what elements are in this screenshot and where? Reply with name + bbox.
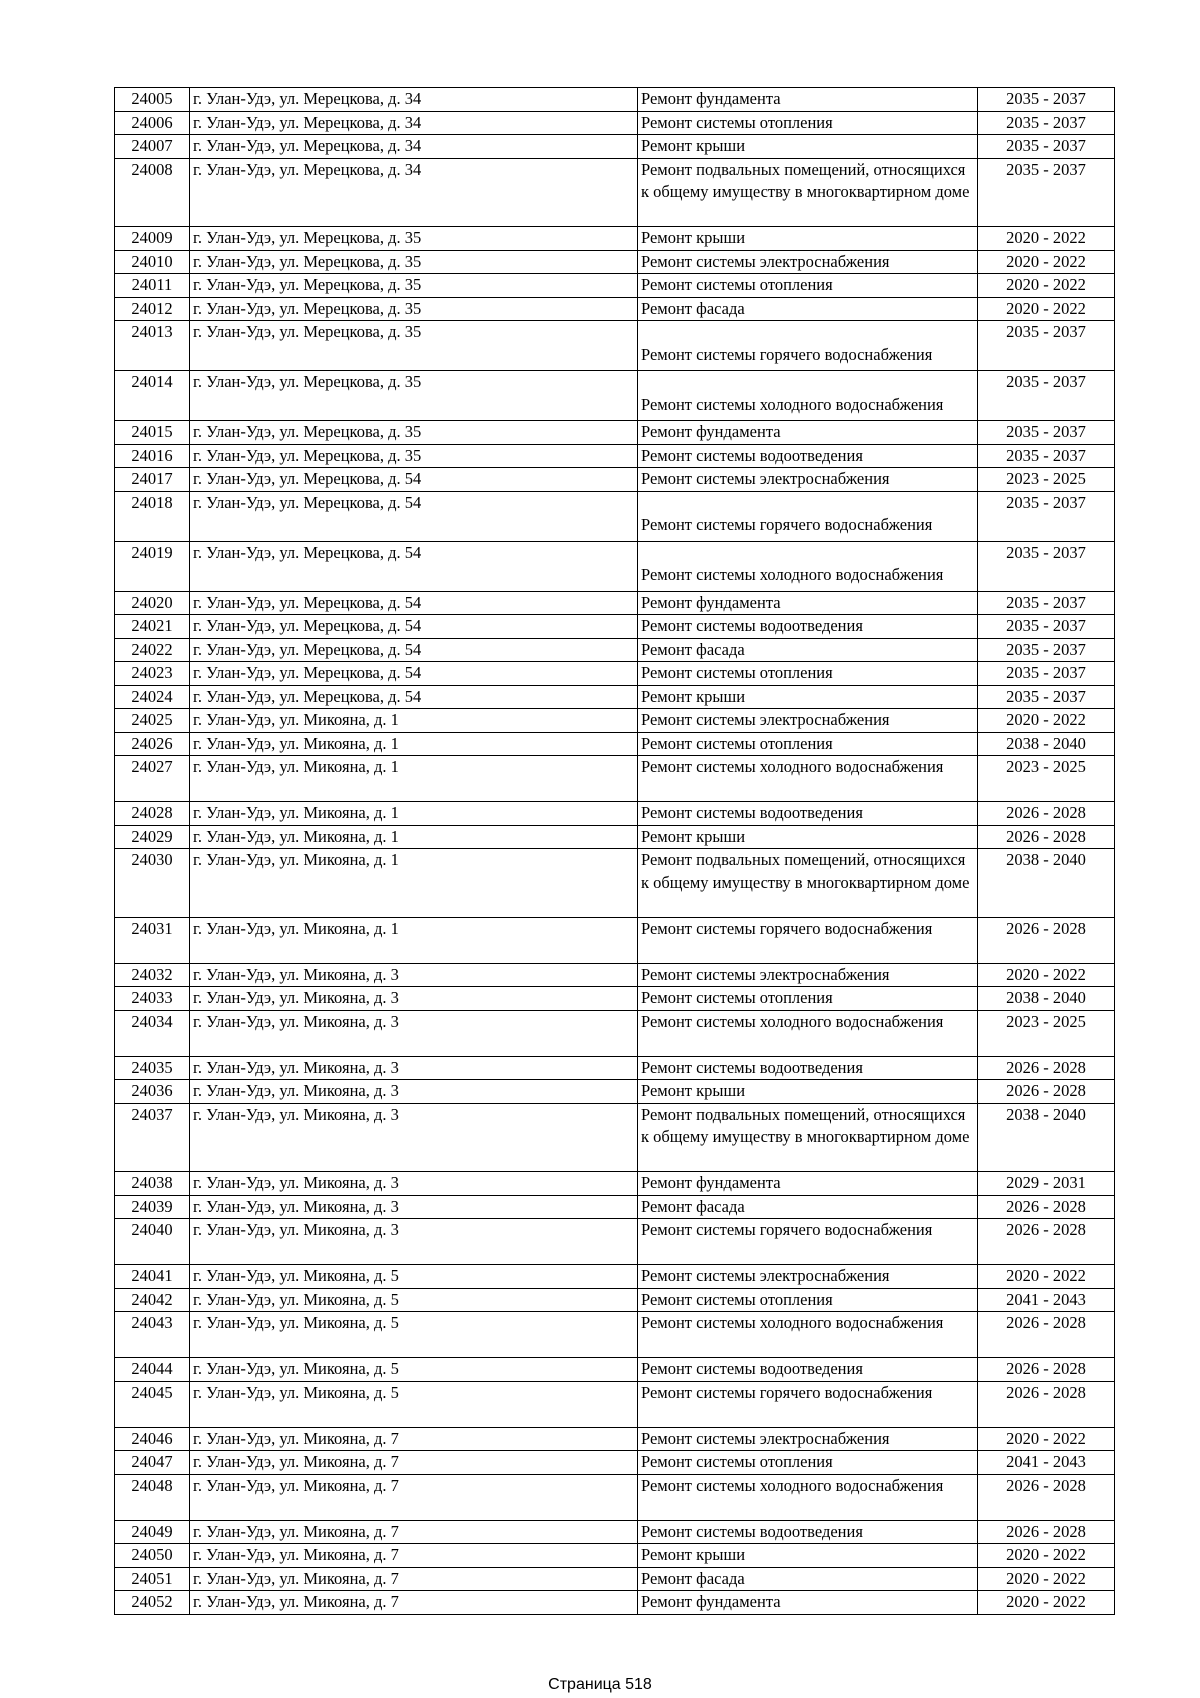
row-number-cell: 24030 xyxy=(115,849,190,918)
address-cell: г. Улан-Удэ, ул. Микояна, д. 3 xyxy=(190,1056,638,1080)
period-cell: 2020 - 2022 xyxy=(978,297,1115,321)
table-row xyxy=(115,158,1115,227)
address-cell: г. Улан-Удэ, ул. Микояна, д. 3 xyxy=(190,1010,638,1056)
work-type-cell: Ремонт системы отопления xyxy=(638,1451,978,1475)
table-row xyxy=(115,135,1115,159)
row-number-cell: 24044 xyxy=(115,1358,190,1382)
address-cell: г. Улан-Удэ, ул. Мерецкова, д. 54 xyxy=(190,491,638,541)
row-number-cell: 24015 xyxy=(115,421,190,445)
row-number-cell: 24016 xyxy=(115,444,190,468)
work-type-cell: Ремонт системы электроснабжения xyxy=(638,468,978,492)
address-cell: г. Улан-Удэ, ул. Мерецкова, д. 34 xyxy=(190,88,638,112)
row-number-cell: 24028 xyxy=(115,802,190,826)
table-row xyxy=(115,1381,1115,1427)
row-number-cell: 24009 xyxy=(115,227,190,251)
row-number-cell: 24045 xyxy=(115,1381,190,1427)
work-type-cell: Ремонт системы холодного водоснабжения xyxy=(638,756,978,802)
row-number-cell: 24012 xyxy=(115,297,190,321)
address-cell: г. Улан-Удэ, ул. Микояна, д. 5 xyxy=(190,1265,638,1289)
work-type-cell: Ремонт подвальных помещений, относящихся к общему имуществу в многоквартирном доме xyxy=(638,158,978,227)
address-cell: г. Улан-Удэ, ул. Микояна, д. 7 xyxy=(190,1474,638,1520)
work-type-cell: Ремонт системы отопления xyxy=(638,662,978,686)
work-type-cell: Ремонт системы электроснабжения xyxy=(638,1427,978,1451)
work-type-cell: Ремонт фундамента xyxy=(638,1172,978,1196)
table-body xyxy=(115,88,1115,1615)
work-type-cell: Ремонт системы водоотведения xyxy=(638,1358,978,1382)
work-type-cell: Ремонт крыши xyxy=(638,1080,978,1104)
row-number-cell: 24013 xyxy=(115,321,190,371)
period-cell: 2026 - 2028 xyxy=(978,1312,1115,1358)
address-cell: г. Улан-Удэ, ул. Микояна, д. 7 xyxy=(190,1591,638,1615)
table-row xyxy=(115,591,1115,615)
work-type-cell: Ремонт системы электроснабжения xyxy=(638,250,978,274)
row-number-cell: 24041 xyxy=(115,1265,190,1289)
work-type-cell: Ремонт фасада xyxy=(638,297,978,321)
address-cell: г. Улан-Удэ, ул. Мерецкова, д. 35 xyxy=(190,297,638,321)
row-number-cell: 24037 xyxy=(115,1103,190,1172)
address-cell: г. Улан-Удэ, ул. Микояна, д. 5 xyxy=(190,1288,638,1312)
period-cell: 2026 - 2028 xyxy=(978,1474,1115,1520)
table-row xyxy=(115,1451,1115,1475)
row-number-cell: 24049 xyxy=(115,1520,190,1544)
table-row xyxy=(115,1080,1115,1104)
work-type-cell: Ремонт системы отопления xyxy=(638,111,978,135)
period-cell: 2020 - 2022 xyxy=(978,1567,1115,1591)
work-type-cell: Ремонт системы горячего водоснабжения xyxy=(638,321,978,371)
period-cell: 2020 - 2022 xyxy=(978,1544,1115,1568)
period-cell: 2023 - 2025 xyxy=(978,1010,1115,1056)
row-number-cell: 24011 xyxy=(115,274,190,298)
row-number-cell: 24024 xyxy=(115,685,190,709)
row-number-cell: 24021 xyxy=(115,615,190,639)
address-cell: г. Улан-Удэ, ул. Микояна, д. 1 xyxy=(190,825,638,849)
table-row xyxy=(115,987,1115,1011)
work-type-cell: Ремонт подвальных помещений, относящихся к общему имуществу в многоквартирном доме xyxy=(638,849,978,918)
table-row xyxy=(115,849,1115,918)
period-cell: 2038 - 2040 xyxy=(978,987,1115,1011)
table-row xyxy=(115,1567,1115,1591)
period-cell: 2026 - 2028 xyxy=(978,1219,1115,1265)
address-cell: г. Улан-Удэ, ул. Мерецкова, д. 54 xyxy=(190,591,638,615)
period-cell: 2035 - 2037 xyxy=(978,88,1115,112)
work-type-cell: Ремонт системы горячего водоснабжения xyxy=(638,1381,978,1427)
address-cell: г. Улан-Удэ, ул. Мерецкова, д. 34 xyxy=(190,135,638,159)
table-row xyxy=(115,638,1115,662)
row-number-cell: 24046 xyxy=(115,1427,190,1451)
row-number-cell: 24029 xyxy=(115,825,190,849)
work-type-cell: Ремонт системы водоотведения xyxy=(638,1520,978,1544)
address-cell: г. Улан-Удэ, ул. Микояна, д. 3 xyxy=(190,963,638,987)
table-row xyxy=(115,1520,1115,1544)
address-cell: г. Улан-Удэ, ул. Микояна, д. 7 xyxy=(190,1520,638,1544)
table-row xyxy=(115,1591,1115,1615)
address-cell: г. Улан-Удэ, ул. Мерецкова, д. 35 xyxy=(190,250,638,274)
period-cell: 2029 - 2031 xyxy=(978,1172,1115,1196)
period-cell: 2035 - 2037 xyxy=(978,615,1115,639)
work-type-cell: Ремонт системы горячего водоснабжения xyxy=(638,1219,978,1265)
work-type-cell: Ремонт системы водоотведения xyxy=(638,1056,978,1080)
table-row xyxy=(115,88,1115,112)
address-cell: г. Улан-Удэ, ул. Микояна, д. 3 xyxy=(190,987,638,1011)
table-row xyxy=(115,1265,1115,1289)
address-cell: г. Улан-Удэ, ул. Микояна, д. 3 xyxy=(190,1172,638,1196)
table-row xyxy=(115,227,1115,251)
row-number-cell: 24031 xyxy=(115,917,190,963)
work-type-cell: Ремонт фасада xyxy=(638,1195,978,1219)
row-number-cell: 24036 xyxy=(115,1080,190,1104)
work-type-cell: Ремонт подвальных помещений, относящихся к общему имуществу в многоквартирном доме xyxy=(638,1103,978,1172)
row-number-cell: 24025 xyxy=(115,709,190,733)
address-cell: г. Улан-Удэ, ул. Мерецкова, д. 34 xyxy=(190,158,638,227)
period-cell: 2020 - 2022 xyxy=(978,227,1115,251)
address-cell: г. Улан-Удэ, ул. Мерецкова, д. 54 xyxy=(190,468,638,492)
address-cell: г. Улан-Удэ, ул. Микояна, д. 7 xyxy=(190,1544,638,1568)
row-number-cell: 24007 xyxy=(115,135,190,159)
table-row xyxy=(115,444,1115,468)
period-cell: 2026 - 2028 xyxy=(978,825,1115,849)
address-cell: г. Улан-Удэ, ул. Мерецкова, д. 35 xyxy=(190,321,638,371)
period-cell: 2035 - 2037 xyxy=(978,321,1115,371)
work-type-cell: Ремонт системы холодного водоснабжения xyxy=(638,1312,978,1358)
address-cell: г. Улан-Удэ, ул. Микояна, д. 1 xyxy=(190,917,638,963)
row-number-cell: 24019 xyxy=(115,541,190,591)
period-cell: 2035 - 2037 xyxy=(978,421,1115,445)
work-type-cell: Ремонт системы водоотведения xyxy=(638,802,978,826)
work-type-cell: Ремонт системы холодного водоснабжения xyxy=(638,1010,978,1056)
address-cell: г. Улан-Удэ, ул. Мерецкова, д. 54 xyxy=(190,615,638,639)
period-cell: 2026 - 2028 xyxy=(978,1080,1115,1104)
work-type-cell: Ремонт фундамента xyxy=(638,1591,978,1615)
work-type-cell: Ремонт системы отопления xyxy=(638,274,978,298)
period-cell: 2026 - 2028 xyxy=(978,917,1115,963)
table-row xyxy=(115,709,1115,733)
period-cell: 2035 - 2037 xyxy=(978,591,1115,615)
work-type-cell: Ремонт системы электроснабжения xyxy=(638,1265,978,1289)
row-number-cell: 24026 xyxy=(115,732,190,756)
address-cell: г. Улан-Удэ, ул. Микояна, д. 1 xyxy=(190,732,638,756)
period-cell: 2026 - 2028 xyxy=(978,1520,1115,1544)
table-row xyxy=(115,491,1115,541)
work-type-cell: Ремонт крыши xyxy=(638,685,978,709)
period-cell: 2035 - 2037 xyxy=(978,491,1115,541)
address-cell: г. Улан-Удэ, ул. Мерецкова, д. 34 xyxy=(190,111,638,135)
work-type-cell: Ремонт крыши xyxy=(638,825,978,849)
period-cell: 2026 - 2028 xyxy=(978,1056,1115,1080)
period-cell: 2038 - 2040 xyxy=(978,732,1115,756)
address-cell: г. Улан-Удэ, ул. Микояна, д. 3 xyxy=(190,1219,638,1265)
address-cell: г. Улан-Удэ, ул. Мерецкова, д. 54 xyxy=(190,685,638,709)
work-type-cell: Ремонт системы холодного водоснабжения xyxy=(638,1474,978,1520)
table-row xyxy=(115,541,1115,591)
row-number-cell: 24022 xyxy=(115,638,190,662)
table-row xyxy=(115,662,1115,686)
row-number-cell: 24006 xyxy=(115,111,190,135)
row-number-cell: 24020 xyxy=(115,591,190,615)
table-row xyxy=(115,274,1115,298)
period-cell: 2026 - 2028 xyxy=(978,1358,1115,1382)
address-cell: г. Улан-Удэ, ул. Микояна, д. 1 xyxy=(190,756,638,802)
row-number-cell: 24038 xyxy=(115,1172,190,1196)
period-cell: 2020 - 2022 xyxy=(978,963,1115,987)
table-row xyxy=(115,1195,1115,1219)
table-row xyxy=(115,802,1115,826)
address-cell: г. Улан-Удэ, ул. Микояна, д. 1 xyxy=(190,802,638,826)
period-cell: 2035 - 2037 xyxy=(978,371,1115,421)
repair-schedule-table xyxy=(114,87,1115,1615)
work-type-cell: Ремонт системы отопления xyxy=(638,732,978,756)
work-type-cell: Ремонт фундамента xyxy=(638,88,978,112)
period-cell: 2038 - 2040 xyxy=(978,849,1115,918)
row-number-cell: 24040 xyxy=(115,1219,190,1265)
period-cell: 2035 - 2037 xyxy=(978,685,1115,709)
period-cell: 2035 - 2037 xyxy=(978,111,1115,135)
table-row xyxy=(115,1172,1115,1196)
table-row xyxy=(115,250,1115,274)
table-row xyxy=(115,1544,1115,1568)
address-cell: г. Улан-Удэ, ул. Микояна, д. 5 xyxy=(190,1381,638,1427)
address-cell: г. Улан-Удэ, ул. Микояна, д. 3 xyxy=(190,1103,638,1172)
work-type-cell: Ремонт фундамента xyxy=(638,421,978,445)
table-row xyxy=(115,371,1115,421)
address-cell: г. Улан-Удэ, ул. Микояна, д. 1 xyxy=(190,849,638,918)
address-cell: г. Улан-Удэ, ул. Мерецкова, д. 35 xyxy=(190,371,638,421)
table-row xyxy=(115,825,1115,849)
work-type-cell: Ремонт фундамента xyxy=(638,591,978,615)
row-number-cell: 24047 xyxy=(115,1451,190,1475)
row-number-cell: 24048 xyxy=(115,1474,190,1520)
address-cell: г. Улан-Удэ, ул. Микояна, д. 7 xyxy=(190,1427,638,1451)
period-cell: 2026 - 2028 xyxy=(978,802,1115,826)
address-cell: г. Улан-Удэ, ул. Микояна, д. 5 xyxy=(190,1358,638,1382)
period-cell: 2035 - 2037 xyxy=(978,638,1115,662)
address-cell: г. Улан-Удэ, ул. Мерецкова, д. 54 xyxy=(190,662,638,686)
row-number-cell: 24052 xyxy=(115,1591,190,1615)
work-type-cell: Ремонт системы водоотведения xyxy=(638,444,978,468)
table-row xyxy=(115,1010,1115,1056)
row-number-cell: 24023 xyxy=(115,662,190,686)
address-cell: г. Улан-Удэ, ул. Микояна, д. 3 xyxy=(190,1195,638,1219)
row-number-cell: 24035 xyxy=(115,1056,190,1080)
table-row xyxy=(115,685,1115,709)
row-number-cell: 24051 xyxy=(115,1567,190,1591)
table-row xyxy=(115,1312,1115,1358)
work-type-cell: Ремонт крыши xyxy=(638,135,978,159)
row-number-cell: 24050 xyxy=(115,1544,190,1568)
table-row xyxy=(115,963,1115,987)
table-row xyxy=(115,615,1115,639)
table-row xyxy=(115,297,1115,321)
period-cell: 2041 - 2043 xyxy=(978,1451,1115,1475)
table-row xyxy=(115,421,1115,445)
period-cell: 2020 - 2022 xyxy=(978,274,1115,298)
table-row xyxy=(115,1427,1115,1451)
period-cell: 2038 - 2040 xyxy=(978,1103,1115,1172)
work-type-cell: Ремонт фасада xyxy=(638,638,978,662)
work-type-cell: Ремонт системы горячего водоснабжения xyxy=(638,491,978,541)
page-number: Страница 518 xyxy=(548,1676,652,1693)
period-cell: 2023 - 2025 xyxy=(978,756,1115,802)
work-type-cell: Ремонт системы отопления xyxy=(638,987,978,1011)
address-cell: г. Улан-Удэ, ул. Микояна, д. 5 xyxy=(190,1312,638,1358)
row-number-cell: 24039 xyxy=(115,1195,190,1219)
period-cell: 2020 - 2022 xyxy=(978,250,1115,274)
table-row xyxy=(115,321,1115,371)
period-cell: 2020 - 2022 xyxy=(978,1265,1115,1289)
row-number-cell: 24042 xyxy=(115,1288,190,1312)
table-row xyxy=(115,1103,1115,1172)
work-type-cell: Ремонт системы электроснабжения xyxy=(638,709,978,733)
work-type-cell: Ремонт фасада xyxy=(638,1567,978,1591)
row-number-cell: 24032 xyxy=(115,963,190,987)
row-number-cell: 24034 xyxy=(115,1010,190,1056)
work-type-cell: Ремонт системы отопления xyxy=(638,1288,978,1312)
work-type-cell: Ремонт системы водоотведения xyxy=(638,615,978,639)
table-row xyxy=(115,917,1115,963)
address-cell: г. Улан-Удэ, ул. Мерецкова, д. 54 xyxy=(190,541,638,591)
row-number-cell: 24027 xyxy=(115,756,190,802)
period-cell: 2026 - 2028 xyxy=(978,1195,1115,1219)
period-cell: 2041 - 2043 xyxy=(978,1288,1115,1312)
row-number-cell: 24033 xyxy=(115,987,190,1011)
work-type-cell: Ремонт крыши xyxy=(638,227,978,251)
address-cell: г. Улан-Удэ, ул. Микояна, д. 3 xyxy=(190,1080,638,1104)
table-row xyxy=(115,756,1115,802)
row-number-cell: 24014 xyxy=(115,371,190,421)
period-cell: 2035 - 2037 xyxy=(978,444,1115,468)
table-row xyxy=(115,1219,1115,1265)
table-row xyxy=(115,1358,1115,1382)
period-cell: 2026 - 2028 xyxy=(978,1381,1115,1427)
table-row xyxy=(115,1288,1115,1312)
row-number-cell: 24018 xyxy=(115,491,190,541)
work-type-cell: Ремонт системы холодного водоснабжения xyxy=(638,371,978,421)
period-cell: 2035 - 2037 xyxy=(978,158,1115,227)
table-row xyxy=(115,1474,1115,1520)
period-cell: 2035 - 2037 xyxy=(978,541,1115,591)
work-type-cell: Ремонт системы холодного водоснабжения xyxy=(638,541,978,591)
table-row xyxy=(115,1056,1115,1080)
row-number-cell: 24008 xyxy=(115,158,190,227)
period-cell: 2035 - 2037 xyxy=(978,135,1115,159)
table-row xyxy=(115,111,1115,135)
period-cell: 2020 - 2022 xyxy=(978,1427,1115,1451)
address-cell: г. Улан-Удэ, ул. Мерецкова, д. 35 xyxy=(190,421,638,445)
row-number-cell: 24010 xyxy=(115,250,190,274)
row-number-cell: 24005 xyxy=(115,88,190,112)
period-cell: 2023 - 2025 xyxy=(978,468,1115,492)
period-cell: 2035 - 2037 xyxy=(978,662,1115,686)
address-cell: г. Улан-Удэ, ул. Мерецкова, д. 35 xyxy=(190,227,638,251)
address-cell: г. Улан-Удэ, ул. Микояна, д. 7 xyxy=(190,1451,638,1475)
period-cell: 2020 - 2022 xyxy=(978,709,1115,733)
address-cell: г. Улан-Удэ, ул. Микояна, д. 7 xyxy=(190,1567,638,1591)
row-number-cell: 24017 xyxy=(115,468,190,492)
period-cell: 2020 - 2022 xyxy=(978,1591,1115,1615)
address-cell: г. Улан-Удэ, ул. Мерецкова, д. 35 xyxy=(190,274,638,298)
address-cell: г. Улан-Удэ, ул. Мерецкова, д. 35 xyxy=(190,444,638,468)
address-cell: г. Улан-Удэ, ул. Микояна, д. 1 xyxy=(190,709,638,733)
table-row xyxy=(115,468,1115,492)
table-row xyxy=(115,732,1115,756)
work-type-cell: Ремонт крыши xyxy=(638,1544,978,1568)
row-number-cell: 24043 xyxy=(115,1312,190,1358)
work-type-cell: Ремонт системы электроснабжения xyxy=(638,963,978,987)
work-type-cell: Ремонт системы горячего водоснабжения xyxy=(638,917,978,963)
address-cell: г. Улан-Удэ, ул. Мерецкова, д. 54 xyxy=(190,638,638,662)
